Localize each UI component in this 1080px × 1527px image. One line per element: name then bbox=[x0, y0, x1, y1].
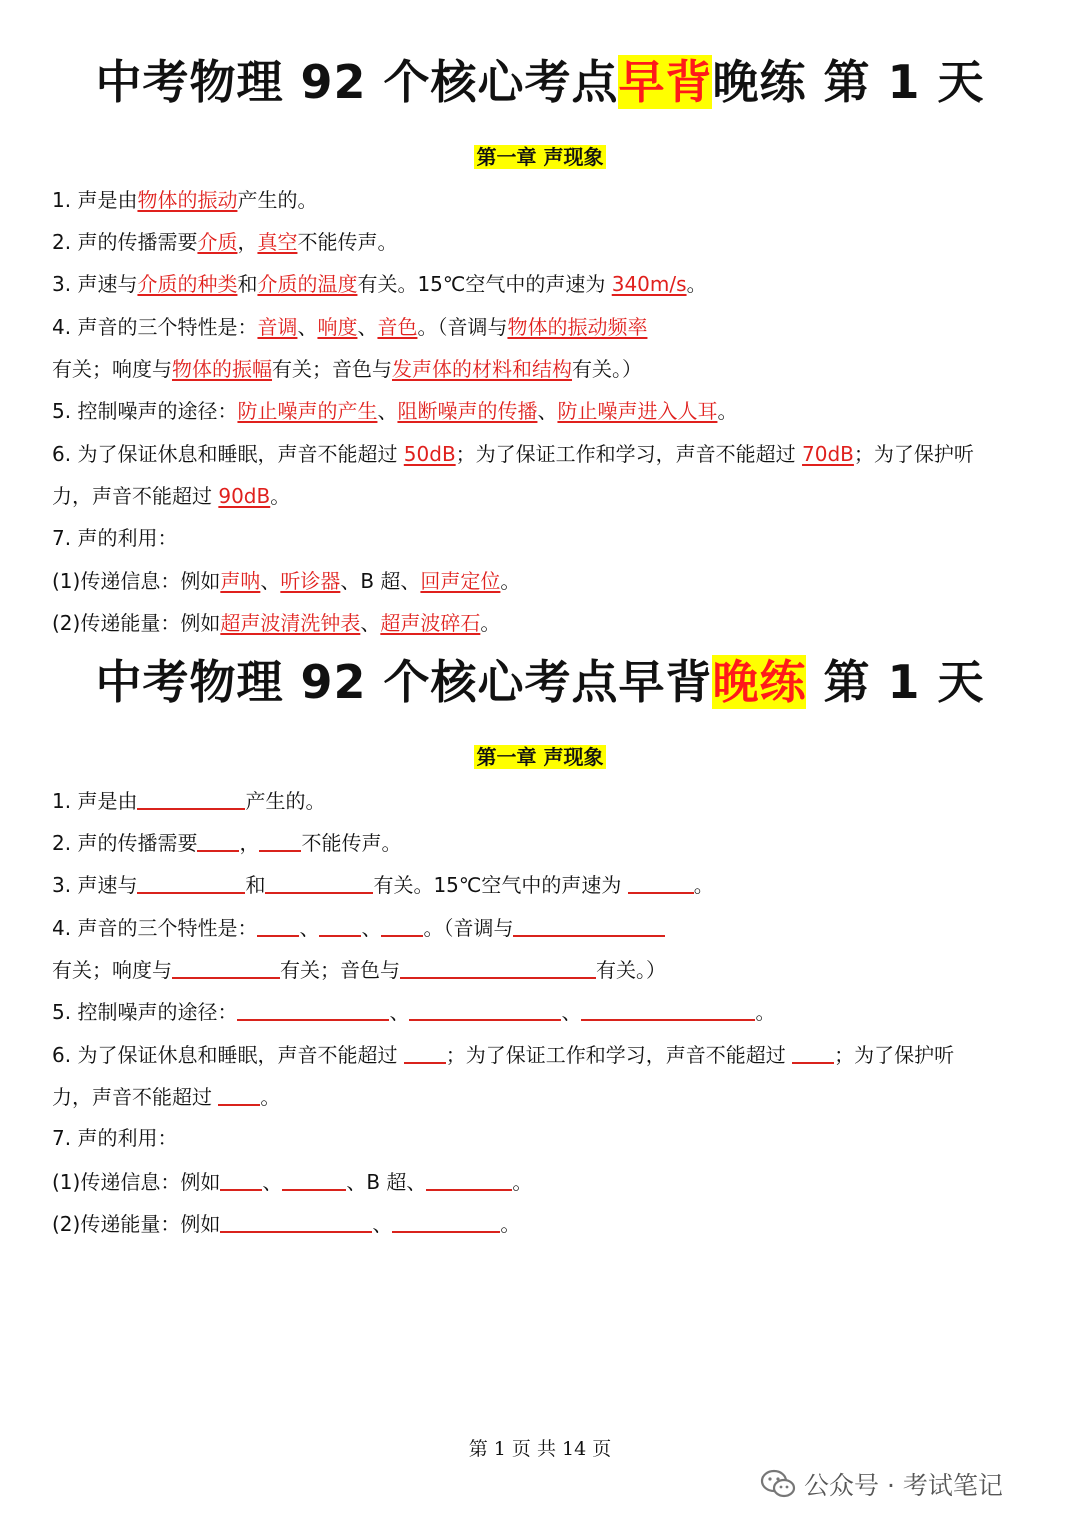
exercise-line bbox=[52, 1124, 1042, 1152]
line-text: (2)传递能量：例如 bbox=[52, 1212, 221, 1236]
exercise-line bbox=[52, 997, 1042, 1026]
line-text: 有关；响度与 bbox=[52, 357, 172, 381]
blank[interactable] bbox=[581, 997, 755, 1021]
line-text: ， bbox=[239, 831, 260, 855]
blank[interactable] bbox=[426, 1167, 512, 1191]
section2-title bbox=[0, 652, 1080, 712]
line-text: 、 bbox=[262, 1170, 283, 1194]
line-text: 4. 声音的三个特性是： bbox=[52, 315, 258, 339]
line-text: 5. 控制噪声的途径： bbox=[52, 1000, 238, 1024]
blank[interactable] bbox=[319, 913, 361, 937]
line-text: 和 bbox=[237, 272, 258, 296]
blank[interactable] bbox=[137, 870, 245, 894]
line-text: 3. 声速与 bbox=[52, 272, 138, 296]
line-text: ， bbox=[237, 230, 258, 254]
page-number: 第 1 页 共 14 页 bbox=[468, 1438, 612, 1460]
line-text: 。 bbox=[717, 399, 738, 423]
line-text: 产生的。 bbox=[245, 789, 326, 813]
line-text: 4. 声音的三个特性是： bbox=[52, 916, 258, 940]
exercise-line bbox=[52, 1040, 1042, 1069]
line-text: 有关；响度与 bbox=[52, 958, 172, 982]
answer: 超声波碎石 bbox=[380, 611, 481, 635]
blank[interactable] bbox=[392, 1209, 500, 1233]
line-text: 、 bbox=[357, 315, 378, 339]
line-text: 。 bbox=[500, 1212, 521, 1236]
line-text: 、 bbox=[561, 1000, 582, 1024]
answer: 回声定位 bbox=[420, 569, 501, 593]
line-text: (1)传递信息：例如 bbox=[52, 1170, 221, 1194]
blank[interactable] bbox=[792, 1040, 834, 1064]
point-line bbox=[52, 313, 1042, 341]
blank[interactable] bbox=[257, 913, 299, 937]
line-text: 、 bbox=[537, 399, 558, 423]
line-text: ；为了保护听 bbox=[853, 442, 974, 466]
answer: 声呐 bbox=[220, 569, 261, 593]
line-text: 、 bbox=[372, 1212, 393, 1236]
line-text: 、B 超、 bbox=[340, 569, 421, 593]
exercise-line bbox=[52, 870, 1042, 899]
blank[interactable] bbox=[513, 913, 665, 937]
answer: 音调 bbox=[257, 315, 298, 339]
line-text: 、 bbox=[389, 1000, 410, 1024]
line-text: 不能传声。 bbox=[301, 831, 402, 855]
line-text: (1)传递信息：例如 bbox=[52, 569, 221, 593]
answer: 50dB bbox=[403, 442, 456, 466]
exercise-line bbox=[52, 1167, 1042, 1196]
line-text: 、 bbox=[377, 399, 398, 423]
line-text: 3. 声速与 bbox=[52, 873, 138, 897]
line-text: 、 bbox=[299, 916, 320, 940]
answer: 340m/s bbox=[611, 272, 687, 296]
answer: 70dB bbox=[802, 442, 854, 466]
exercise-line bbox=[52, 913, 1042, 942]
line-text: 力，声音不能超过 bbox=[52, 1085, 219, 1109]
line-text: 有关。15℃空气中的声速为 bbox=[373, 873, 628, 897]
line-text: 、 bbox=[297, 315, 318, 339]
blank[interactable] bbox=[381, 913, 423, 937]
wechat-icon bbox=[760, 1469, 796, 1499]
line-text: 2. 声的传播需要 bbox=[52, 230, 198, 254]
exercise-line bbox=[52, 828, 1042, 857]
watermark-text: 公众号 · 考试笔记 bbox=[804, 1471, 1003, 1500]
exercise-line bbox=[52, 1209, 1042, 1238]
line-text: 产生的。 bbox=[237, 188, 318, 212]
title-text: 第 1 天 bbox=[806, 655, 985, 709]
line-text: 5. 控制噪声的途径： bbox=[52, 399, 238, 423]
line-text: 。 bbox=[686, 272, 707, 296]
point-line bbox=[52, 270, 1042, 298]
exercise-line bbox=[52, 1082, 1042, 1111]
line-text: ；为了保证工作和学习，声音不能超过 bbox=[455, 442, 803, 466]
line-text: 、 bbox=[360, 611, 381, 635]
answer: 物体的振动 bbox=[137, 188, 238, 212]
point-line bbox=[52, 482, 1042, 510]
line-text: 6. 为了保证休息和睡眠，声音不能超过 bbox=[52, 442, 404, 466]
answer: 响度 bbox=[317, 315, 358, 339]
blank[interactable] bbox=[172, 955, 280, 979]
point-line bbox=[52, 524, 1042, 552]
answer: 超声波清洗钟表 bbox=[220, 611, 361, 635]
line-text: 1. 声是由 bbox=[52, 188, 138, 212]
point-line bbox=[52, 440, 1042, 468]
line-text: 。（音调与 bbox=[417, 315, 508, 339]
blank[interactable] bbox=[628, 870, 694, 894]
line-text: 6. 为了保证休息和睡眠，声音不能超过 bbox=[52, 1043, 404, 1067]
blank[interactable] bbox=[218, 1082, 260, 1106]
line-text: (2)传递能量：例如 bbox=[52, 611, 221, 635]
point-line bbox=[52, 397, 1042, 425]
point-line bbox=[52, 355, 1042, 383]
line-text: 有关。15℃空气中的声速为 bbox=[357, 272, 612, 296]
line-text: 、 bbox=[361, 916, 382, 940]
blank[interactable] bbox=[265, 870, 373, 894]
line-text: 有关。） bbox=[596, 958, 666, 982]
chapter-heading: 第一章 声现象 bbox=[0, 743, 1080, 771]
answer: 介质的温度 bbox=[257, 272, 358, 296]
line-text: 。 bbox=[693, 873, 714, 897]
point-line bbox=[52, 186, 1042, 214]
line-text: 有关；音色与 bbox=[272, 357, 392, 381]
line-text: 有关；音色与 bbox=[280, 958, 400, 982]
watermark bbox=[760, 1466, 1003, 1502]
blank[interactable] bbox=[404, 1040, 446, 1064]
point-line bbox=[52, 609, 1042, 637]
line-text: 。 bbox=[512, 1170, 533, 1194]
blank[interactable] bbox=[220, 1209, 372, 1233]
blank[interactable] bbox=[220, 1167, 262, 1191]
line-text: 2. 声的传播需要 bbox=[52, 831, 198, 855]
answer: 物体的振幅 bbox=[172, 357, 272, 381]
exercise-line bbox=[52, 786, 1042, 815]
line-text: 。 bbox=[270, 484, 291, 508]
line-text: 1. 声是由 bbox=[52, 789, 138, 813]
answer: 音色 bbox=[377, 315, 418, 339]
line-text: 。 bbox=[500, 569, 521, 593]
line-text: 不能传声。 bbox=[297, 230, 398, 254]
chapter-heading: 第一章 声现象 bbox=[0, 143, 1080, 171]
line-text: 、B 超、 bbox=[346, 1170, 427, 1194]
line-text: 力，声音不能超过 bbox=[52, 484, 219, 508]
blank[interactable] bbox=[197, 828, 239, 852]
point-line bbox=[52, 228, 1042, 256]
blank[interactable] bbox=[137, 786, 245, 810]
section1-title bbox=[0, 52, 1080, 112]
title-highlight: 晚练 bbox=[712, 655, 807, 709]
line-text: 、 bbox=[260, 569, 281, 593]
point-line bbox=[52, 567, 1042, 595]
line-text: 7. 声的利用： bbox=[52, 1126, 178, 1150]
answer: 90dB bbox=[218, 484, 271, 508]
answer: 真空 bbox=[257, 230, 298, 254]
answer: 阻断噪声的传播 bbox=[397, 399, 538, 423]
answer: 物体的振动频率 bbox=[507, 315, 648, 339]
line-text: 有关。） bbox=[572, 357, 642, 381]
line-text: 。 bbox=[755, 1000, 776, 1024]
blank[interactable] bbox=[259, 828, 301, 852]
line-text: 。（音调与 bbox=[423, 916, 514, 940]
exercise-line bbox=[52, 955, 1042, 984]
line-text: ；为了保证工作和学习，声音不能超过 bbox=[445, 1043, 793, 1067]
blank[interactable] bbox=[282, 1167, 346, 1191]
answer: 防止噪声进入人耳 bbox=[557, 399, 718, 423]
answer: 介质 bbox=[197, 230, 238, 254]
title-text: 中考物理 92 个核心考点早背 bbox=[95, 655, 713, 709]
answer: 介质的种类 bbox=[137, 272, 238, 296]
line-text: 。 bbox=[260, 1085, 281, 1109]
blank[interactable] bbox=[237, 997, 389, 1021]
answer: 防止噪声的产生 bbox=[237, 399, 378, 423]
answer: 听诊器 bbox=[280, 569, 341, 593]
blank[interactable] bbox=[409, 997, 561, 1021]
answer: 发声体的材料和结构 bbox=[392, 357, 572, 381]
line-text: 。 bbox=[480, 611, 501, 635]
title-text: 晚练 第 1 天 bbox=[712, 55, 985, 109]
line-text: ；为了保护听 bbox=[834, 1043, 955, 1067]
blank[interactable] bbox=[400, 955, 596, 979]
line-text: 和 bbox=[245, 873, 266, 897]
title-text: 中考物理 92 个核心考点 bbox=[95, 55, 619, 109]
line-text: 7. 声的利用： bbox=[52, 526, 178, 550]
title-highlight: 早背 bbox=[618, 55, 713, 109]
